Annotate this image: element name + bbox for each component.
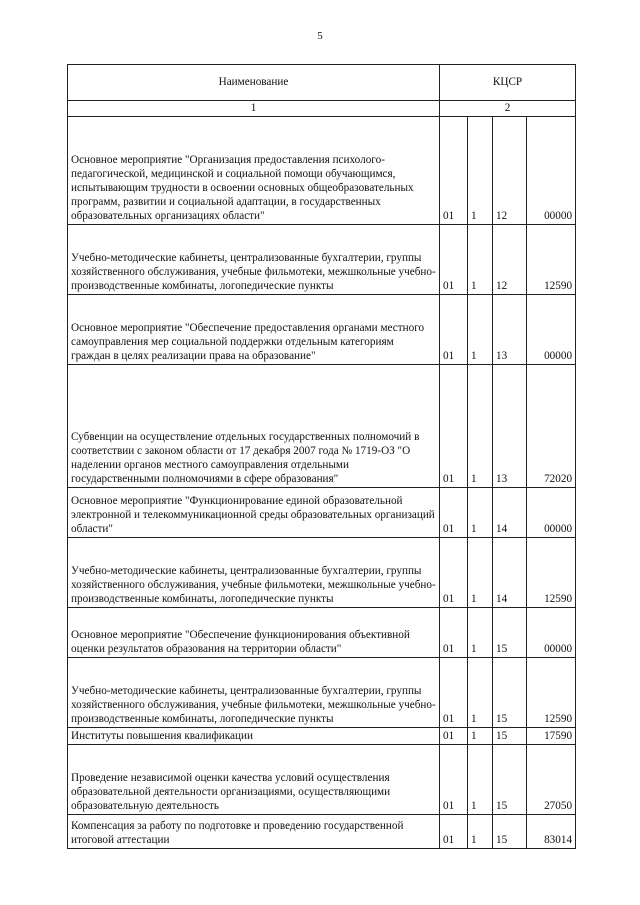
row-name: Основное мероприятие "Обеспечение предоставления органами местного самоуправления мер социальной поддержки отдельным категориям граждан в целях реализации права на образование": [68, 295, 440, 365]
row-code-direction: 12590: [527, 658, 576, 728]
row-code-program: 01: [440, 225, 468, 295]
row-code-direction: 72020: [527, 365, 576, 488]
row-code-program: 01: [440, 365, 468, 488]
row-code-event: 13: [493, 365, 527, 488]
row-code-subprogram: 1: [468, 488, 493, 538]
row-name: Основное мероприятие "Функционирование единой образовательной электронной и телекоммуникационной среды образовательных организаций области": [68, 488, 440, 538]
row-code-subprogram: 1: [468, 117, 493, 225]
row-name: Учебно-методические кабинеты, централизованные бухгалтерии, группы хозяйственного обслуживания, учебные фильмотеки, межшкольные учебно-производственные комбинаты, логопедические пункты: [68, 225, 440, 295]
table-row: [68, 658, 576, 728]
row-code-event: 14: [493, 538, 527, 608]
column-number-kcsr: 2: [440, 101, 576, 117]
table-row: [68, 117, 576, 225]
row-code-program: 01: [440, 538, 468, 608]
row-code-program: 01: [440, 295, 468, 365]
row-code-subprogram: 1: [468, 225, 493, 295]
header-kcsr: КЦСР: [440, 65, 576, 101]
row-code-program: 01: [440, 608, 468, 658]
row-code-program: 01: [440, 745, 468, 815]
row-code-direction: 17590: [527, 728, 576, 745]
row-code-event: 14: [493, 488, 527, 538]
table-row: [68, 295, 576, 365]
row-code-subprogram: 1: [468, 608, 493, 658]
table-row: [68, 815, 576, 849]
row-name: Основное мероприятие "Организация предоставления психолого-педагогической, медицинской и социальной помощи обучающимся, испытывающим трудности в освоении основных общеобразовательных программ, развитии и социальной адаптации, в государственных образовательных организациях области": [68, 117, 440, 225]
row-code-direction: 00000: [527, 488, 576, 538]
table-header-row: [68, 65, 576, 101]
row-code-direction: 12590: [527, 538, 576, 608]
table-row: [68, 745, 576, 815]
row-code-event: 12: [493, 117, 527, 225]
row-name: Компенсация за работу по подготовке и проведению государственной итоговой аттестации: [68, 815, 440, 849]
row-code-subprogram: 1: [468, 728, 493, 745]
row-code-program: 01: [440, 728, 468, 745]
row-code-program: 01: [440, 815, 468, 849]
row-code-subprogram: 1: [468, 295, 493, 365]
budget-classification-table: [67, 64, 576, 849]
row-code-subprogram: 1: [468, 745, 493, 815]
table-row: [68, 728, 576, 745]
table-row: [68, 538, 576, 608]
row-code-event: 15: [493, 745, 527, 815]
row-code-event: 13: [493, 295, 527, 365]
row-name: Основное мероприятие "Обеспечение функционирования объективной оценки результатов образования на территории области": [68, 608, 440, 658]
page-number: 5: [317, 30, 323, 42]
row-name: Субвенции на осуществление отдельных государственных полномочий в соответствии с законом области от 17 декабря 2007 года № 1719-ОЗ "О наделении органов местного самоуправления отдельными государственными полномочиями в сфере образования": [68, 365, 440, 488]
column-number-name: 1: [68, 101, 440, 117]
row-code-event: 15: [493, 815, 527, 849]
row-name: Проведение независимой оценки качества условий осуществления образовательной деятельности организациями, осуществляющими образовательную деятельность: [68, 745, 440, 815]
column-number-row: [68, 101, 576, 117]
row-code-direction: 12590: [527, 225, 576, 295]
row-code-program: 01: [440, 488, 468, 538]
table-row: [68, 608, 576, 658]
row-code-event: 15: [493, 608, 527, 658]
row-name: Учебно-методические кабинеты, централизованные бухгалтерии, группы хозяйственного обслуживания, учебные фильмотеки, межшкольные учебно-производственные комбинаты, логопедические пункты: [68, 658, 440, 728]
table-row: [68, 225, 576, 295]
row-code-subprogram: 1: [468, 815, 493, 849]
row-code-subprogram: 1: [468, 538, 493, 608]
row-code-program: 01: [440, 117, 468, 225]
row-code-direction: 00000: [527, 117, 576, 225]
table-row: [68, 365, 576, 488]
row-code-direction: 00000: [527, 608, 576, 658]
table-row: [68, 488, 576, 538]
row-code-direction: 83014: [527, 815, 576, 849]
row-code-event: 15: [493, 658, 527, 728]
row-name: Институты повышения квалификации: [68, 728, 440, 745]
row-code-direction: 00000: [527, 295, 576, 365]
header-name: Наименование: [68, 65, 440, 101]
row-code-subprogram: 1: [468, 365, 493, 488]
row-code-subprogram: 1: [468, 658, 493, 728]
row-code-event: 12: [493, 225, 527, 295]
row-code-direction: 27050: [527, 745, 576, 815]
row-name: Учебно-методические кабинеты, централизованные бухгалтерии, группы хозяйственного обслуживания, учебные фильмотеки, межшкольные учебно-производственные комбинаты, логопедические пункты: [68, 538, 440, 608]
row-code-event: 15: [493, 728, 527, 745]
row-code-program: 01: [440, 658, 468, 728]
